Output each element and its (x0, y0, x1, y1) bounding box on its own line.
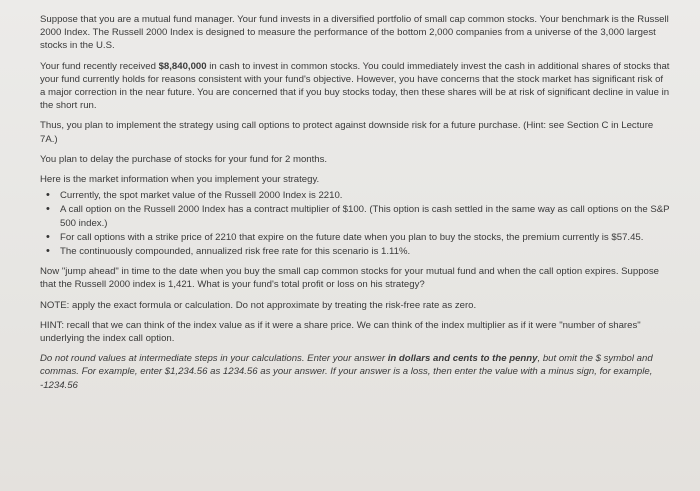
delay-paragraph: You plan to delay the purchase of stocks for your fund for 2 months. (40, 153, 328, 165)
instructions-bold: in dollars and cents to the penny (387, 353, 538, 365)
intro-paragraph: Suppose that you are a mutual fund manager. Your fund invests in a diversified portfolio of small cap common stocks. Your benchmark is the Russell 2000 Index. The Russell 2000 Index is designed to measure the performance of the bottom 2,000 companies from a universe of the 3,000 largest stocks in the U.S. (40, 14, 669, 52)
bullet-premium: • For call options with a strike price of 2210 that expire on the future date when you plan to buy the stocks, the premium currently is $57.45. (40, 231, 670, 244)
cash-amount: $8,840,000 (158, 60, 207, 72)
bullet-risk-free-rate: • The continuously compounded, annualized risk free rate for this scenario is 1.11%. (40, 245, 670, 258)
market-info-heading: Here is the market information when you implement your strategy. (40, 174, 320, 186)
cash-text-after: in cash to invest in common stocks. You could immediately invest the cash in additional shares of stocks that your fund currently holds for reasons consistent with your fund's objective. However, you have concerns that the stock market has significant risk of a major correction in the near future. You are concerned that if you buy stocks today, then these shares will be at risk of significant decline in value in the short run. (40, 60, 670, 112)
bullet-multiplier: • A call option on the Russell 2000 Index has a contract multiplier of $100. (This option is cash settled in the same way as call options on the S&P 500 index.) (40, 203, 670, 229)
market-info-list (40, 189, 670, 258)
answer-instructions (40, 352, 670, 392)
bullet-spot-value: • Currently, the spot market value of the Russell 2000 Index is 2210. (40, 189, 670, 202)
cash-text-before: Your fund recently received (40, 60, 159, 72)
instructions-before: Do not round values at intermediate steps in your calculations. Enter your answer (40, 353, 388, 365)
cash-paragraph (40, 60, 670, 113)
note-paragraph: NOTE: apply the exact formula or calculation. Do not approximate by treating the risk-free rate as zero. (40, 299, 477, 311)
strategy-paragraph: Thus, you plan to implement the strategy using call options to protect against downside risk for a future purchase. (Hint: see Section C in Lecture 7A.) (40, 120, 654, 145)
hint-paragraph: HINT: recall that we can think of the index value as if it were a share price. We can think of the index multiplier as if it were "number of shares" underlying the index call option. (40, 319, 641, 345)
jump-ahead-paragraph: Now "jump ahead" in time to the date when you buy the small cap common stocks for your mutual fund and when the call option expires. Suppose that the Russell 2000 index is 1,421. What is your fund's total profit or loss on his strategy? (40, 266, 660, 291)
instructions-after: , but omit the $ symbol and commas. For example, enter $1,234.56 as 1234.56 as your answer. If your answer is a loss, then enter the value with a minus sign, for example, -1234.56 (40, 353, 653, 391)
